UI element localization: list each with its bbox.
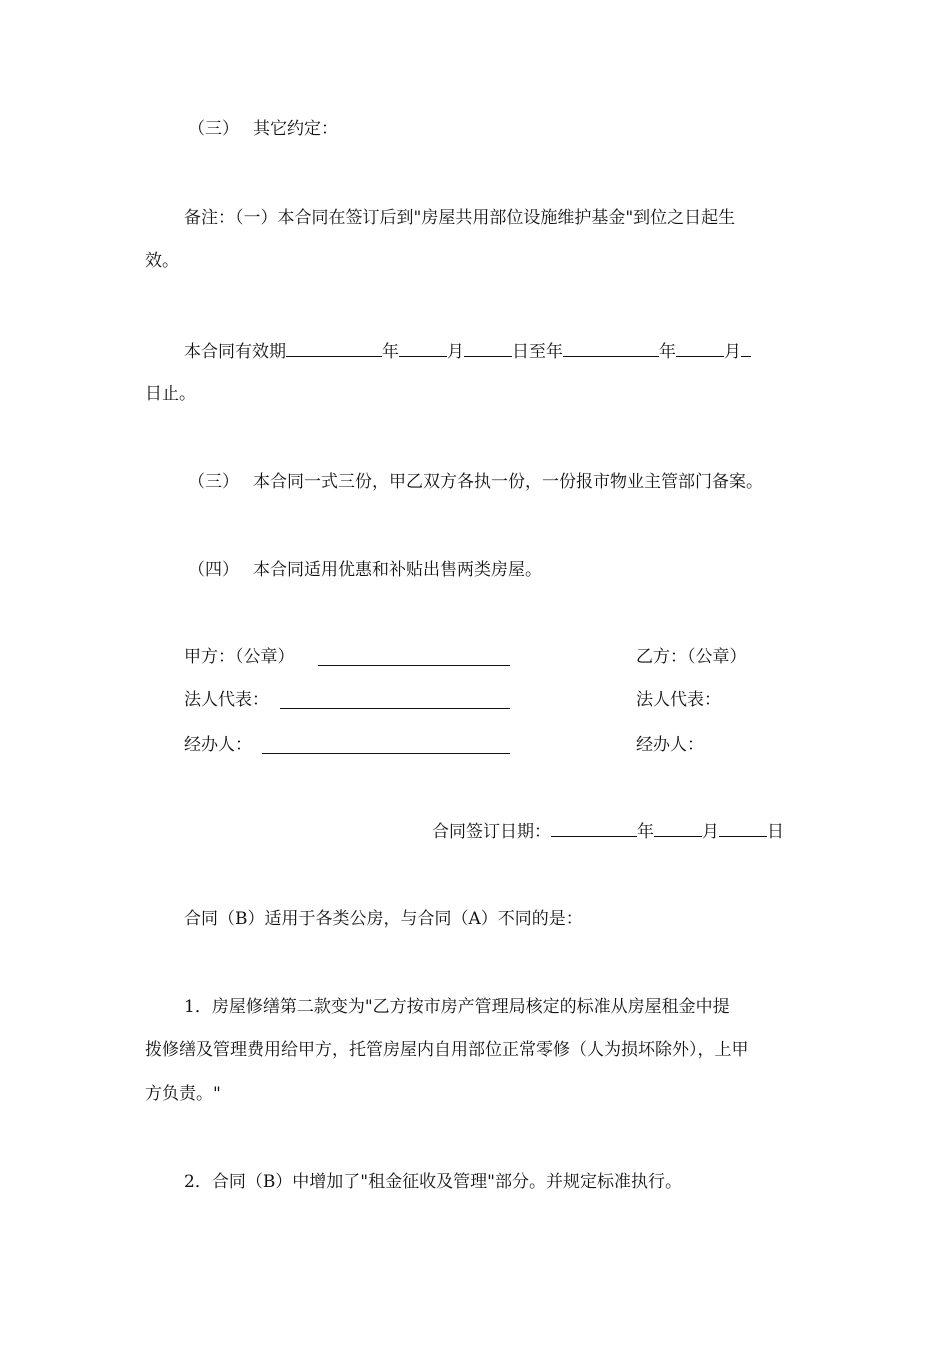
other-terms-line xyxy=(188,118,338,140)
contract-b-intro: 合同（B）适用于各类公房，与合同（A）不同的是： xyxy=(184,909,583,929)
clause-4-text: 本合同适用优惠和补贴出售两类房屋。 xyxy=(253,560,542,580)
sign-date-line xyxy=(432,820,784,843)
party-a-legal-rep-blank[interactable] xyxy=(280,707,510,709)
contract-b-item-1-line-3: 方负责。" xyxy=(145,1084,221,1104)
validity-month2-blank[interactable] xyxy=(676,340,724,357)
clause-4-line xyxy=(188,559,542,581)
contract-b-item-2: 2．合同（B）中增加了"租金征收及管理"部分。并规定标准执行。 xyxy=(184,1172,682,1192)
party-b-seal-label: 乙方：（公章） xyxy=(636,647,747,667)
party-b-legal-rep-label: 法人代表： xyxy=(636,690,721,710)
sign-date-year-blank[interactable] xyxy=(551,820,637,837)
validity-line-1 xyxy=(184,340,751,363)
party-a-handler-blank[interactable] xyxy=(262,752,510,754)
other-terms-text: 其它约定： xyxy=(253,119,338,139)
party-a-seal-blank[interactable] xyxy=(318,664,510,666)
contract-b-item-1-line-2: 拨修缮及管理费用给甲方，托管房屋内自用部位正常零修（人为损坏除外），上甲 xyxy=(145,1040,749,1060)
sign-date-year: 年 xyxy=(637,822,654,842)
clause-3-text: 本合同一式三份，甲乙双方各执一份，一份报市物业主管部门备案。 xyxy=(253,472,763,492)
validity-prefix: 本合同有效期 xyxy=(184,342,286,362)
remarks-line-2: 效。 xyxy=(145,251,179,271)
sign-date-month: 月 xyxy=(702,822,719,842)
validity-day-to: 日至年 xyxy=(512,342,563,362)
sign-date-day: 日 xyxy=(767,822,784,842)
clause-3-marker: （三） xyxy=(188,472,239,492)
clause-3-line xyxy=(188,471,763,493)
sign-date-day-blank[interactable] xyxy=(719,820,767,837)
validity-year1: 年 xyxy=(382,342,399,362)
validity-month1: 月 xyxy=(447,342,464,362)
sign-date-month-blank[interactable] xyxy=(654,820,702,837)
party-a-legal-rep-label: 法人代表： xyxy=(184,690,269,710)
validity-month2: 月 xyxy=(724,342,741,362)
clause-4-marker: （四） xyxy=(188,560,239,580)
validity-month1-blank[interactable] xyxy=(399,340,447,357)
validity-year2: 年 xyxy=(659,342,676,362)
validity-line-2: 日止。 xyxy=(145,384,196,404)
remarks-line-1: 备注：（一）本合同在签订后到"房屋共用部位设施维护基金"到位之日起生 xyxy=(184,208,736,228)
party-a-seal-label: 甲方：（公章） xyxy=(184,647,295,667)
sign-date-label: 合同签订日期： xyxy=(432,822,551,842)
contract-b-item-1-line-1: 1．房屋修缮第二款变为"乙方按市房产管理局核定的标准从房屋租金中提 xyxy=(184,997,730,1017)
party-a-handler-label: 经办人： xyxy=(184,735,252,755)
validity-day1-blank[interactable] xyxy=(464,340,512,357)
validity-year2-blank[interactable] xyxy=(563,340,659,357)
validity-day2-blank[interactable] xyxy=(741,340,751,357)
party-b-handler-label: 经办人： xyxy=(636,735,704,755)
other-terms-marker: （三） xyxy=(188,119,239,139)
validity-year1-blank[interactable] xyxy=(286,340,382,357)
